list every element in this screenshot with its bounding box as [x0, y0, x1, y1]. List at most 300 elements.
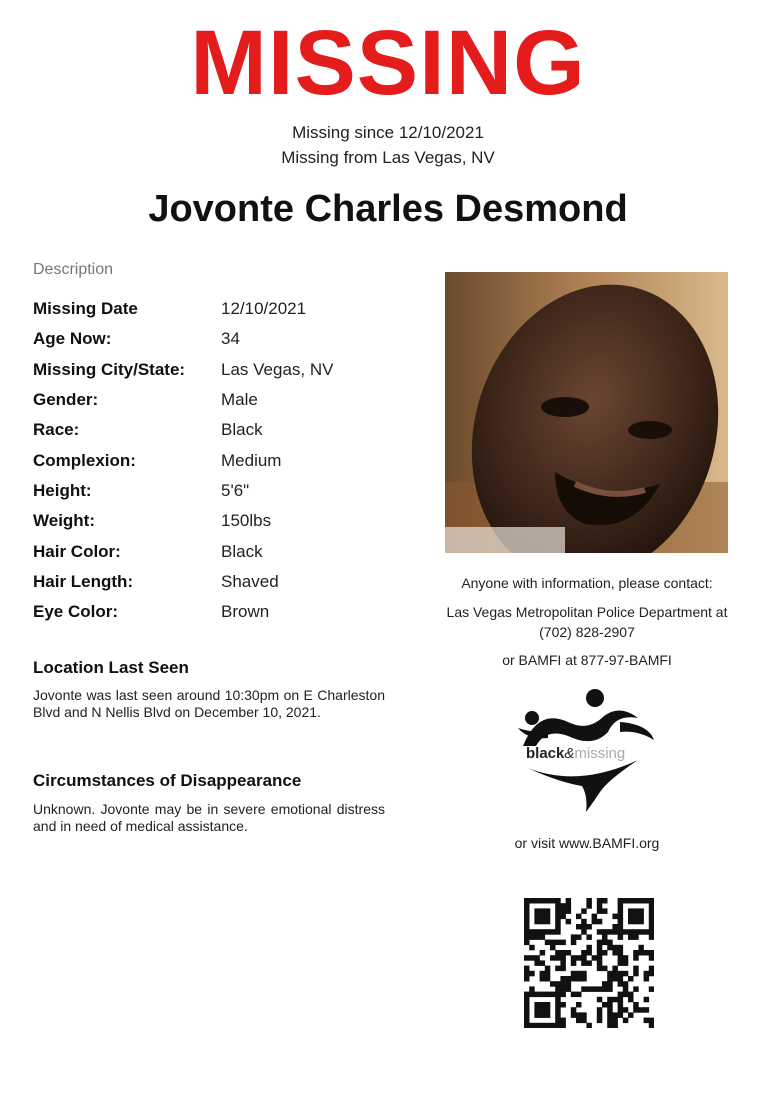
qr-module — [592, 919, 598, 925]
qr-module — [612, 997, 618, 1003]
detail-label: Weight: — [33, 511, 96, 531]
qr-module — [540, 950, 546, 956]
qr-module — [571, 955, 577, 961]
qr-module — [649, 919, 654, 925]
qr-module — [529, 955, 535, 961]
qr-module — [534, 992, 540, 998]
qr-module — [540, 992, 546, 998]
qr-module — [602, 950, 608, 956]
qr-module — [555, 1002, 561, 1008]
detail-value: 12/10/2021 — [221, 299, 307, 319]
qr-module — [524, 919, 530, 925]
qr-module — [649, 924, 654, 930]
qr-module — [623, 986, 629, 992]
qr-module — [545, 992, 551, 998]
detail-row — [33, 597, 333, 627]
qr-module — [586, 950, 592, 956]
qr-module — [524, 929, 530, 935]
qr-module — [555, 981, 561, 987]
qr-module — [545, 919, 551, 925]
detail-value: 34 — [221, 329, 240, 349]
qr-module — [571, 976, 577, 982]
detail-value: Male — [221, 390, 258, 410]
qr-module — [560, 981, 566, 987]
qr-module — [581, 971, 587, 977]
qr-module — [576, 976, 582, 982]
qr-module — [638, 1007, 644, 1013]
qr-module — [649, 929, 654, 935]
qr-module — [607, 929, 613, 935]
qr-module — [602, 898, 608, 904]
qr-module — [633, 971, 639, 977]
qr-module — [576, 992, 582, 998]
qr-module — [649, 934, 654, 940]
qr-module — [566, 950, 572, 956]
qr-module — [618, 976, 624, 982]
qr-module — [638, 914, 644, 920]
qr-module — [524, 1002, 530, 1008]
qr-module — [540, 934, 546, 940]
qr-module — [628, 997, 634, 1003]
qr-module — [576, 934, 582, 940]
qr-module — [524, 914, 530, 920]
qr-module — [618, 919, 624, 925]
qr-module — [623, 960, 629, 966]
missing-headline: MISSING — [190, 12, 586, 114]
detail-row — [33, 536, 333, 566]
qr-module — [576, 1002, 582, 1008]
qr-module — [576, 971, 582, 977]
qr-module — [581, 976, 587, 982]
qr-module — [602, 1002, 608, 1008]
qr-module — [618, 924, 624, 930]
qr-module — [529, 1023, 535, 1028]
qr-module — [540, 919, 546, 925]
qr-module — [581, 924, 587, 930]
qr-module — [612, 950, 618, 956]
qr-module — [555, 929, 561, 935]
qr-module — [560, 950, 566, 956]
qr-module — [649, 903, 654, 909]
qr-module — [581, 960, 587, 966]
detail-value: Shaved — [221, 571, 279, 591]
qr-module — [649, 1018, 654, 1024]
qr-module — [649, 914, 654, 920]
qr-module — [633, 1002, 639, 1008]
missing-info — [0, 120, 776, 170]
qr-module — [612, 966, 618, 972]
description-heading: Description — [33, 261, 114, 278]
qr-module — [618, 992, 624, 998]
qr-module — [649, 966, 654, 972]
qr-module — [560, 976, 566, 982]
qr-module — [597, 945, 603, 951]
detail-row — [33, 445, 333, 475]
qr-module — [607, 986, 613, 992]
qr-module — [555, 1023, 561, 1028]
qr-module — [550, 945, 556, 951]
qr-module — [597, 955, 603, 961]
qr-module — [597, 898, 603, 904]
detail-value: Brown — [221, 602, 270, 622]
detail-label: Eye Color: — [33, 602, 119, 622]
qr-module — [618, 908, 624, 914]
qr-module — [618, 1007, 624, 1013]
qr-module — [644, 1007, 650, 1013]
qr-module — [602, 929, 608, 935]
qr-module — [612, 929, 618, 935]
qr-module — [524, 1012, 530, 1018]
qr-module — [649, 955, 654, 961]
qr-module — [607, 1023, 613, 1028]
qr-module — [545, 966, 551, 972]
qr-module — [607, 981, 613, 987]
qr-module — [612, 976, 618, 982]
qr-module — [581, 929, 587, 935]
qr-module — [618, 981, 624, 987]
qr-module — [545, 1002, 551, 1008]
qr-module — [576, 914, 582, 920]
qr-module — [649, 971, 654, 977]
qr-module — [581, 955, 587, 961]
qr-module — [524, 966, 530, 972]
qr-module — [628, 914, 634, 920]
qr-module — [566, 976, 572, 982]
missing-since-text: Missing since 12/10/2021 — [292, 123, 484, 142]
qr-module — [633, 986, 639, 992]
qr-module — [529, 945, 535, 951]
qr-module — [638, 950, 644, 956]
qr-module — [529, 929, 535, 935]
location-text: Jovonte was last seen around 10:30pm on E Charleston Blvd and N Nellis Blvd on December 10, 2021. — [33, 687, 385, 720]
qr-module — [560, 903, 566, 909]
qr-module — [540, 914, 546, 920]
qr-module — [524, 997, 530, 1003]
detail-value: Medium — [221, 450, 282, 470]
qr-module — [560, 986, 566, 992]
contact-phone: (702) 828-2907 — [539, 624, 635, 640]
qr-module — [602, 986, 608, 992]
detail-row — [33, 385, 333, 415]
qr-module — [566, 903, 572, 909]
qr-module — [649, 908, 654, 914]
qr-module — [524, 1023, 530, 1028]
qr-module — [524, 903, 530, 909]
qr-module — [628, 934, 634, 940]
qr-module — [644, 929, 650, 935]
contact-bamfi: or BAMFI at 877-97-BAMFI — [502, 652, 672, 668]
qr-module — [612, 914, 618, 920]
qr-module — [540, 960, 546, 966]
qr-module — [633, 955, 639, 961]
missing-from-text: Missing from Las Vegas, NV — [281, 148, 495, 167]
detail-value: 150lbs — [221, 511, 272, 531]
qr-module — [534, 898, 540, 904]
qr-module — [586, 945, 592, 951]
contact-agency: Las Vegas Metropolitan Police Department at — [446, 604, 728, 620]
qr-module — [555, 1012, 561, 1018]
qr-module — [633, 919, 639, 925]
qr-module — [555, 966, 561, 972]
detail-label: Complexion: — [33, 450, 136, 470]
qr-module — [545, 1012, 551, 1018]
qr-module — [633, 929, 639, 935]
qr-module — [597, 950, 603, 956]
qr-module — [540, 1012, 546, 1018]
qr-module — [628, 976, 634, 982]
qr-module — [529, 986, 535, 992]
qr-module — [540, 976, 546, 982]
detail-row — [33, 567, 333, 597]
qr-module — [571, 992, 577, 998]
qr-module — [586, 924, 592, 930]
qr-module — [524, 992, 530, 998]
qr-module — [529, 934, 535, 940]
qr-module — [623, 992, 629, 998]
qr-module — [586, 934, 592, 940]
qr-module — [618, 960, 624, 966]
qr-module — [529, 992, 535, 998]
qr-module — [576, 1012, 582, 1018]
qr-module — [623, 1007, 629, 1013]
qr-module — [623, 971, 629, 977]
qr-module — [560, 908, 566, 914]
qr-module — [638, 929, 644, 935]
black-and-missing-logo — [508, 688, 658, 812]
qr-module — [618, 955, 624, 961]
qr-module — [612, 1012, 618, 1018]
qr-module — [607, 1012, 613, 1018]
qr-module — [560, 1018, 566, 1024]
qr-module — [581, 908, 587, 914]
qr-module — [638, 908, 644, 914]
qr-module — [581, 986, 587, 992]
qr-module — [571, 971, 577, 977]
qr-module — [581, 1012, 587, 1018]
qr-module — [618, 1002, 624, 1008]
qr-module — [597, 940, 603, 946]
qr-module — [576, 1018, 582, 1024]
qr-module — [534, 1007, 540, 1013]
qr-module — [576, 924, 582, 930]
qr-module — [566, 919, 572, 925]
description-details — [33, 294, 333, 627]
qr-module — [555, 919, 561, 925]
qr-module — [633, 950, 639, 956]
qr-module — [644, 976, 650, 982]
qr-module — [597, 1007, 603, 1013]
qr-module — [644, 898, 650, 904]
qr-module — [618, 971, 624, 977]
qr-module — [524, 898, 530, 904]
detail-value: 5'6" — [221, 480, 250, 500]
person-photo — [445, 272, 728, 553]
qr-module — [524, 955, 530, 961]
detail-label: Hair Color: — [33, 541, 121, 561]
qr-module — [597, 903, 603, 909]
qr-module — [560, 966, 566, 972]
logo-text-missing: missing — [574, 745, 626, 762]
qr-module — [540, 1002, 546, 1008]
qr-module — [602, 981, 608, 987]
logo-text-amp: & — [564, 745, 575, 762]
qr-code[interactable] — [524, 898, 654, 1028]
qr-module — [571, 934, 577, 940]
qr-module — [545, 908, 551, 914]
qr-module — [618, 929, 624, 935]
qr-module — [540, 1023, 546, 1028]
qr-module — [555, 924, 561, 930]
qr-module — [597, 997, 603, 1003]
qr-module — [550, 1023, 556, 1028]
qr-module — [540, 929, 546, 935]
qr-module — [633, 934, 639, 940]
qr-module — [534, 1023, 540, 1028]
qr-module — [618, 914, 624, 920]
qr-module — [618, 1012, 624, 1018]
qr-module — [597, 960, 603, 966]
qr-module — [545, 1007, 551, 1013]
qr-module — [644, 997, 650, 1003]
qr-module — [618, 898, 624, 904]
qr-module — [545, 976, 551, 982]
qr-module — [560, 914, 566, 920]
person-name: Jovonte Charles Desmond — [148, 188, 628, 230]
qr-module — [623, 955, 629, 961]
qr-module — [633, 908, 639, 914]
detail-row — [33, 324, 333, 354]
qr-module — [618, 945, 624, 951]
qr-module — [550, 929, 556, 935]
detail-label: Race: — [33, 420, 80, 440]
qr-module — [566, 981, 572, 987]
qr-module — [540, 898, 546, 904]
qr-module — [524, 940, 530, 946]
qr-module — [607, 997, 613, 1003]
detail-label: Hair Length: — [33, 571, 134, 591]
location-heading: Location Last Seen — [33, 658, 189, 677]
qr-module — [586, 960, 592, 966]
qr-module — [581, 1018, 587, 1024]
qr-module — [644, 971, 650, 977]
detail-row — [33, 476, 333, 506]
qr-module — [534, 908, 540, 914]
qr-module — [566, 986, 572, 992]
qr-module — [534, 1002, 540, 1008]
qr-module — [592, 955, 598, 961]
qr-module — [597, 966, 603, 972]
qr-module — [628, 992, 634, 998]
qr-module — [628, 908, 634, 914]
qr-module — [581, 919, 587, 925]
qr-module — [618, 950, 624, 956]
qr-module — [607, 1002, 613, 1008]
qr-module — [586, 898, 592, 904]
qr-module — [534, 934, 540, 940]
qr-module — [597, 986, 603, 992]
qr-module — [550, 898, 556, 904]
qr-module — [612, 945, 618, 951]
contact-intro: Anyone with information, please contact: — [461, 575, 713, 591]
qr-module — [581, 950, 587, 956]
qr-module — [555, 986, 561, 992]
qr-module — [550, 992, 556, 998]
qr-module — [592, 914, 598, 920]
qr-module — [623, 898, 629, 904]
detail-row — [33, 506, 333, 536]
detail-row — [33, 355, 333, 385]
qr-module — [649, 950, 654, 956]
qr-module — [545, 914, 551, 920]
detail-value: Black — [221, 420, 263, 440]
qr-module — [644, 1018, 650, 1024]
qr-module — [534, 929, 540, 935]
qr-module — [545, 1023, 551, 1028]
circumstances-text: Unknown. Jovonte may be in severe emotional distress and in need of medical assistance. — [33, 801, 385, 834]
qr-module — [628, 929, 634, 935]
detail-row — [33, 294, 333, 324]
qr-module — [524, 1018, 530, 1024]
qr-module — [618, 934, 624, 940]
qr-module — [602, 908, 608, 914]
qr-module — [555, 1007, 561, 1013]
qr-module — [534, 955, 540, 961]
qr-module — [612, 1018, 618, 1024]
detail-value: Las Vegas, NV — [221, 359, 334, 379]
qr-module — [638, 919, 644, 925]
qr-module — [560, 1002, 566, 1008]
qr-module — [545, 940, 551, 946]
qr-module — [628, 898, 634, 904]
qr-module — [555, 908, 561, 914]
qr-module — [618, 997, 624, 1003]
qr-module — [633, 1007, 639, 1013]
qr-module — [571, 940, 577, 946]
qr-module — [524, 976, 530, 982]
qr-module — [555, 898, 561, 904]
qr-module — [644, 950, 650, 956]
qr-module — [618, 903, 624, 909]
qr-module — [534, 914, 540, 920]
qr-module — [649, 1023, 654, 1028]
qr-module — [555, 903, 561, 909]
qr-module — [576, 955, 582, 961]
qr-module — [612, 971, 618, 977]
qr-module — [550, 940, 556, 946]
qr-module — [560, 955, 566, 961]
qr-module — [607, 945, 613, 951]
qr-module — [633, 898, 639, 904]
qr-module — [571, 1012, 577, 1018]
qr-module — [607, 940, 613, 946]
qr-module — [612, 924, 618, 930]
qr-module — [628, 919, 634, 925]
qr-module — [597, 929, 603, 935]
qr-module — [529, 971, 535, 977]
qr-module — [524, 1007, 530, 1013]
detail-label: Age Now: — [33, 329, 112, 349]
qr-module — [560, 992, 566, 998]
qr-module — [555, 950, 561, 956]
qr-module — [586, 986, 592, 992]
qr-module — [602, 966, 608, 972]
qr-module — [555, 997, 561, 1003]
qr-module — [566, 908, 572, 914]
qr-module — [540, 1007, 546, 1013]
qr-module — [555, 992, 561, 998]
qr-module — [529, 898, 535, 904]
qr-module — [607, 971, 613, 977]
